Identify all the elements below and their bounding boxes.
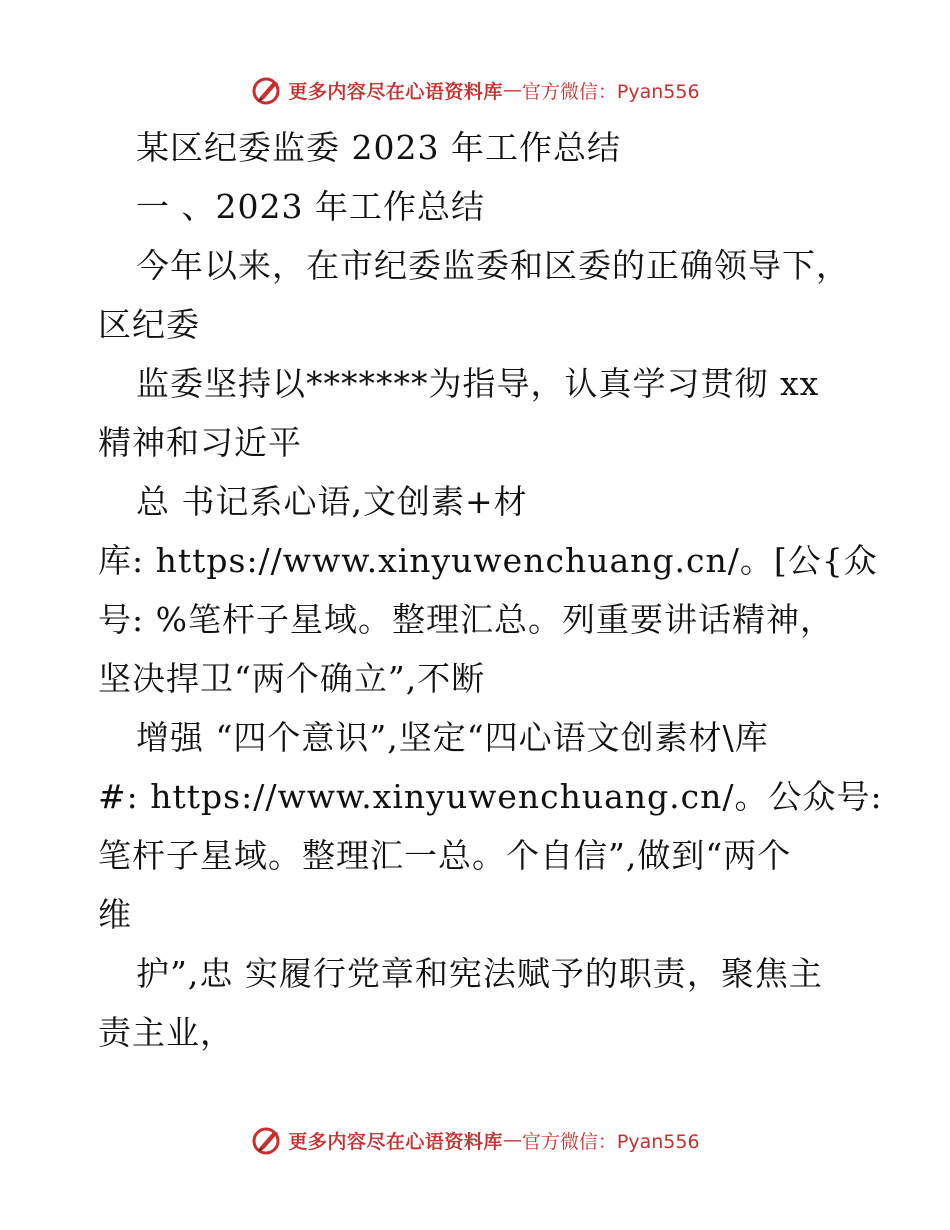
paragraph-line: 总 书记系心语,文创素+材	[136, 482, 528, 521]
document-body	[98, 118, 883, 1062]
paragraph-line: #: https://www.xinyuwenchuang.cn/。公众号:	[98, 777, 883, 816]
paragraph-line: 区纪委	[98, 305, 200, 344]
banner-main-text: 更多内容尽在心语资料库	[288, 80, 503, 103]
paragraph-line: 坚决捍卫“两个确立”,不断	[98, 659, 486, 698]
paragraph-line: 维	[98, 895, 132, 934]
banner-dash: —	[502, 1129, 522, 1151]
pen-logo-icon	[250, 1123, 284, 1157]
footer-watermark-banner	[0, 1120, 950, 1160]
paragraph-line: 库: https://www.xinyuwenchuang.cn/。[公{众	[98, 541, 878, 580]
pen-logo-icon	[250, 73, 284, 107]
paragraph-line: 增强 “四个意识”,坚定“四心语文创素材\库	[136, 718, 769, 757]
paragraph-line: 监委坚持以*******为指导，认真学习贯彻 xx	[136, 364, 820, 403]
paragraph-line: 笔杆子星域。整理汇一总。个自信”,做到“两个	[98, 836, 792, 875]
document-title: 某区纪委监委 2023 年工作总结	[136, 128, 621, 167]
paragraph-line: 精神和习近平	[98, 423, 302, 462]
banner-main-text: 更多内容尽在心语资料库	[288, 1130, 503, 1153]
banner-wechat-text: 官方微信：Pyan556	[521, 80, 700, 103]
paragraph-line: 今年以来，在市纪委监委和区委的正确领导下，	[136, 246, 850, 285]
paragraph-line: 责主业，	[98, 1013, 234, 1052]
paragraph-line: 号: %笔杆子星域。整理汇总。列重要讲话精神，	[98, 600, 834, 639]
banner-dash: —	[502, 79, 522, 101]
banner-wechat-text: 官方微信：Pyan556	[521, 1130, 700, 1153]
paragraph-line: 护”,忠 实履行党章和宪法赋予的职责，聚焦主	[136, 954, 823, 993]
section-heading: 一 、2023 年工作总结	[136, 187, 485, 226]
header-watermark-banner	[0, 70, 950, 110]
